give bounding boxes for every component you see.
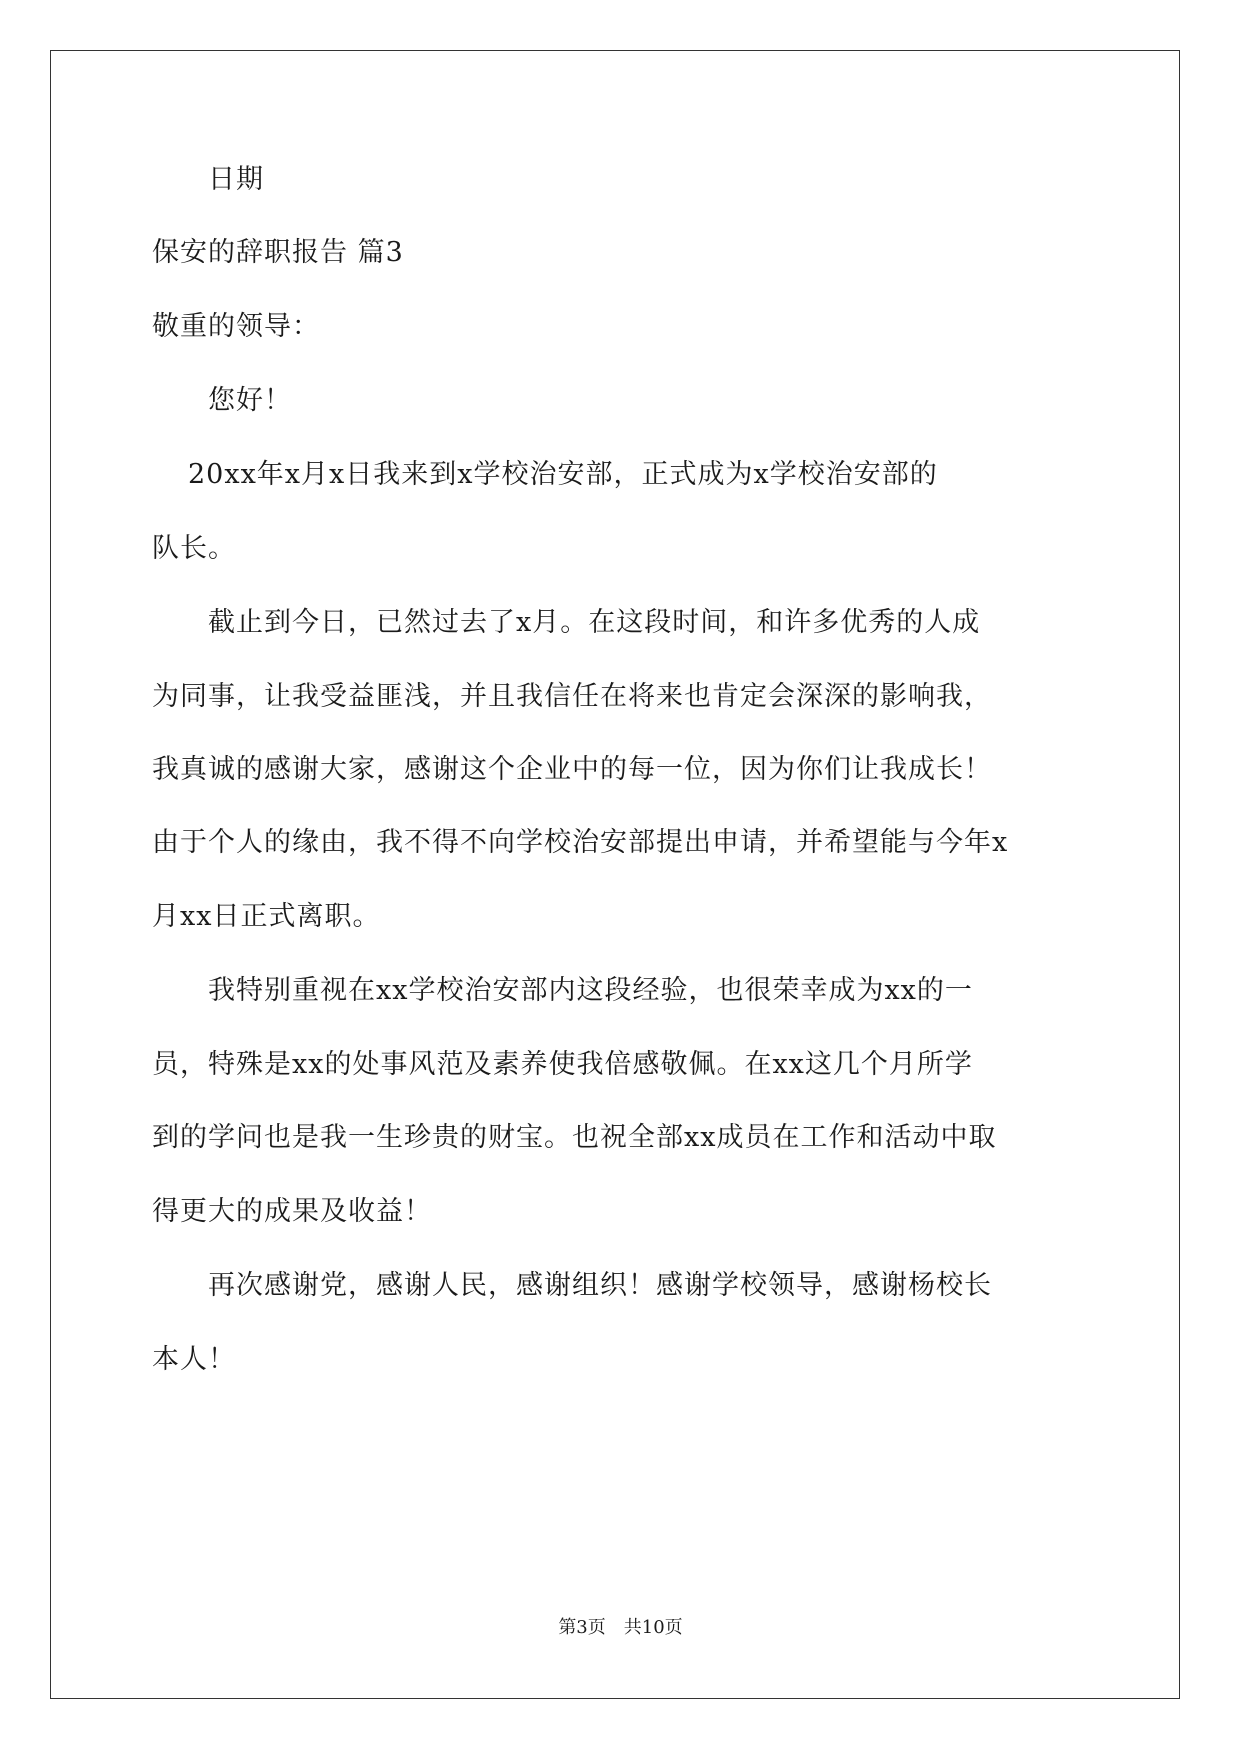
paragraph-line: 月xx日正式离职。 — [152, 901, 381, 932]
salutation: 敬重的领导： — [152, 311, 320, 342]
greeting: 您好！ — [208, 385, 292, 416]
paragraph-line: 本人！ — [152, 1344, 236, 1375]
paragraph-line: 员，特殊是xx的处事风范及素养使我倍感敬佩。在xx这几个月所学 — [152, 1049, 973, 1080]
paragraph-line: 截止到今日，已然过去了x月。在这段时间，和许多优秀的人成 — [208, 607, 981, 638]
paragraph-line: 得更大的成果及收益！ — [152, 1196, 432, 1227]
paragraph-line: 再次感谢党，感谢人民，感谢组织！感谢学校领导，感谢杨校长 — [208, 1270, 992, 1301]
section-heading: 保安的辞职报告 篇3 — [152, 237, 404, 268]
paragraph-line: 队长。 — [152, 533, 236, 564]
date-line: 日期 — [208, 164, 264, 195]
paragraph-line: 为同事，让我受益匪浅，并且我信任在将来也肯定会深深的影响我， — [152, 681, 992, 712]
paragraph-line: 我特别重视在xx学校治安部内这段经验，也很荣幸成为xx的一 — [208, 975, 973, 1006]
paragraph-line: 我真诚的感谢大家，感谢这个企业中的每一位，因为你们让我成长！ — [152, 754, 992, 785]
page-border — [50, 50, 1180, 1699]
paragraph-line: 由于个人的缘由，我不得不向学校治安部提出申请，并希望能与今年x — [152, 827, 1009, 858]
paragraph-line: 20xx年x月x日我来到x学校治安部，正式成为x学校治安部的 — [188, 459, 938, 490]
page-number: 第3页 共10页 — [558, 1617, 683, 1638]
paragraph-line: 到的学问也是我一生珍贵的财宝。也祝全部xx成员在工作和活动中取 — [152, 1122, 997, 1153]
